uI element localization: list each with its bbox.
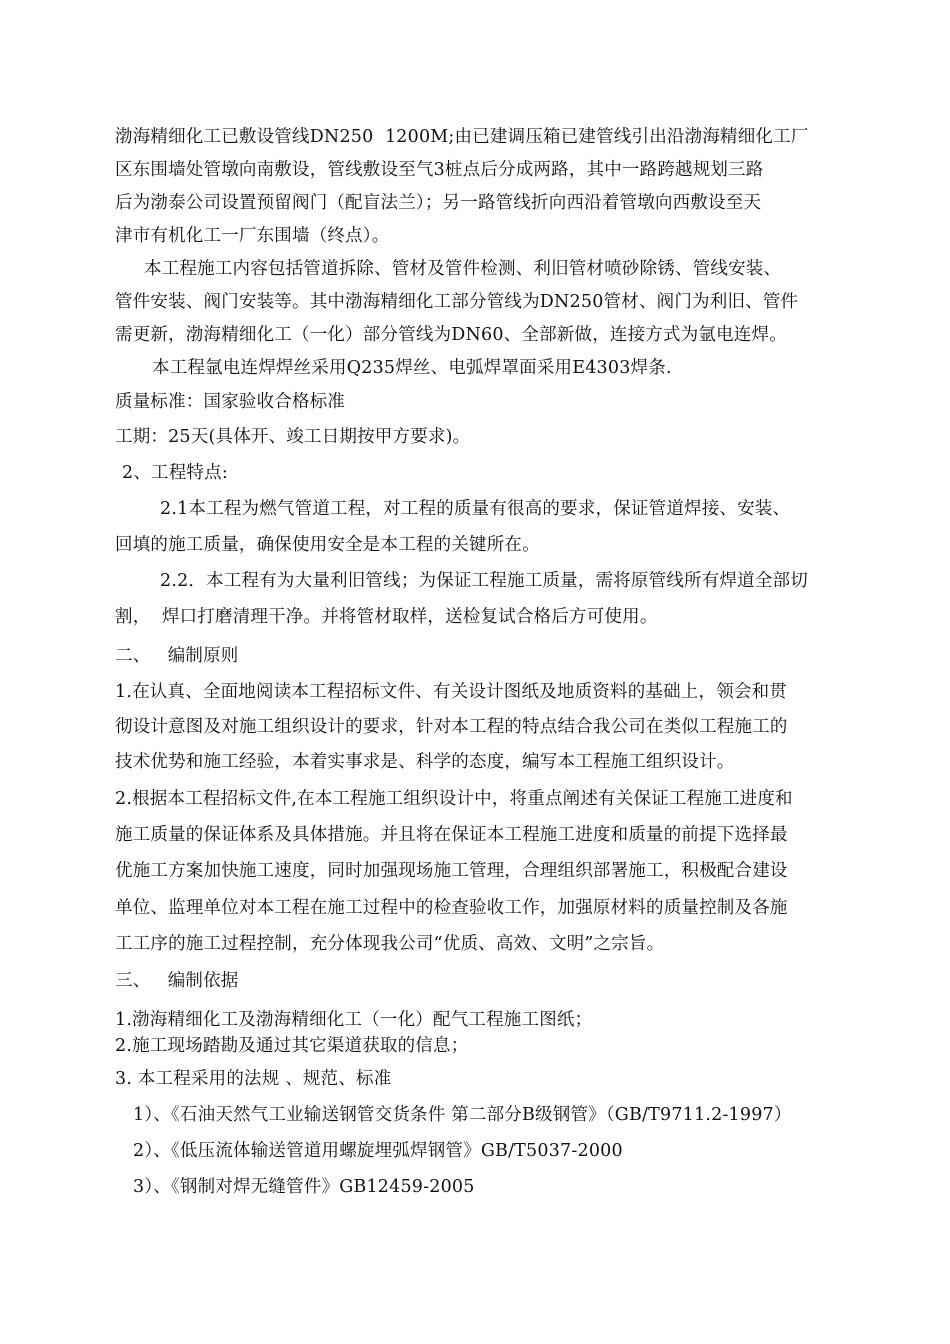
- paragraph-line: 彻设计意图及对施工组织设计的要求，针对本工程的特点结合我公司在类似工程施工的: [115, 717, 788, 737]
- duration-line: 工期：25天(具体开、竣工日期按甲方要求)。: [115, 427, 471, 447]
- paragraph-line: 割， 焊口打磨清理干净。并将管材取样，送检复试合格后方可使用。: [115, 607, 658, 627]
- paragraph-line: 后为渤泰公司设置预留阀门（配盲法兰）；另一路管线折向西沿着管墩向西敷设至天: [115, 193, 762, 213]
- paragraph-line: 回填的施工质量，确保使用安全是本工程的关键所在。: [115, 535, 540, 555]
- paragraph-line: 需更新，渤海精细化工（一化）部分管线为DN60、全部新做，连接方式为氩电连焊。: [115, 325, 787, 345]
- paragraph-line: 渤海精细化工已敷设管线DN250 1200M;由已建调压箱已建管线引出沿渤海精细化工厂: [115, 127, 809, 147]
- quality-standard-line: 质量标准：国家验收合格标准: [115, 392, 346, 412]
- paragraph-line: 优施工方案加快施工速度，同时加强现场施工管理，合理组织部署施工，积极配合建设: [115, 861, 788, 881]
- list-item: 3. 本工程采用的法规 、规范、标准: [115, 1069, 392, 1089]
- paragraph-line: 2.根据本工程招标文件,在本工程施工组织设计中，将重点阐述有关保证工程施工进度和: [115, 789, 793, 809]
- paragraph-line: 1.在认真、全面地阅读本工程招标文件、有关设计图纸及地质资料的基础上，领会和贯: [115, 682, 787, 702]
- reference-item: 2）、《低压流体输送管道用螺旋埋弧焊钢管》GB/T5037-2000: [133, 1141, 623, 1161]
- paragraph-line: 施工质量的保证体系及具体措施。并且将在保证本工程施工进度和质量的前提下选择最: [115, 825, 788, 845]
- paragraph-line: 本工程施工内容包括管道拆除、管材及管件检测、利旧管材喷砂除锈、管线安装、: [144, 259, 782, 279]
- paragraph-line: 津市有机化工一厂东围墙（终点）。: [115, 226, 390, 246]
- paragraph-line: 管件安装、阀门安装等。其中渤海精细化工部分管线为DN250管材、阀门为利旧、管件: [115, 292, 799, 312]
- reference-item: 1）、《石油天然气工业输送钢管交货条件 第二部分B级钢管》（GB/T9711.2-1997）: [133, 1105, 792, 1125]
- section-heading: 2、工程特点:: [122, 463, 228, 483]
- list-item: 2.施工现场踏勘及通过其它渠道获取的信息；: [115, 1036, 469, 1056]
- reference-item: 3）、《钢制对焊无缝管件》GB12459-2005: [133, 1177, 475, 1197]
- paragraph-line: 2.1本工程为燃气管道工程，对工程的质量有很高的要求，保证管道焊接、安装、: [160, 499, 791, 519]
- paragraph-line: 技术优势和施工经验，本着实事求是、科学的态度，编写本工程施工组织设计。: [115, 752, 735, 772]
- paragraph-line: 单位、监理单位对本工程在施工过程中的检查验收工作，加强原材料的质量控制及各施: [115, 898, 788, 918]
- paragraph-line: 工工序的施工过程控制，充分体现我公司“优质、高效、文明”之宗旨。: [115, 934, 665, 954]
- paragraph-line: 本工程氩电连焊焊丝采用Q235焊丝、电弧焊罩面采用E4303焊条.: [152, 358, 672, 378]
- paragraph-line: 2.2．本工程有为大量利旧管线；为保证工程施工质量，需将原管线所有焊道全部切: [160, 571, 808, 591]
- section-heading: 二、 编制原则: [115, 646, 239, 666]
- list-item: 1.渤海精细化工及渤海精细化工（一化）配气工程施工图纸；: [115, 1010, 593, 1030]
- paragraph-line: 区东围墙处管墩向南敷设，管线敷设至气3桩点后分成两路，其中一路跨越规划三路: [115, 160, 764, 180]
- section-heading: 三、 编制依据: [115, 971, 239, 991]
